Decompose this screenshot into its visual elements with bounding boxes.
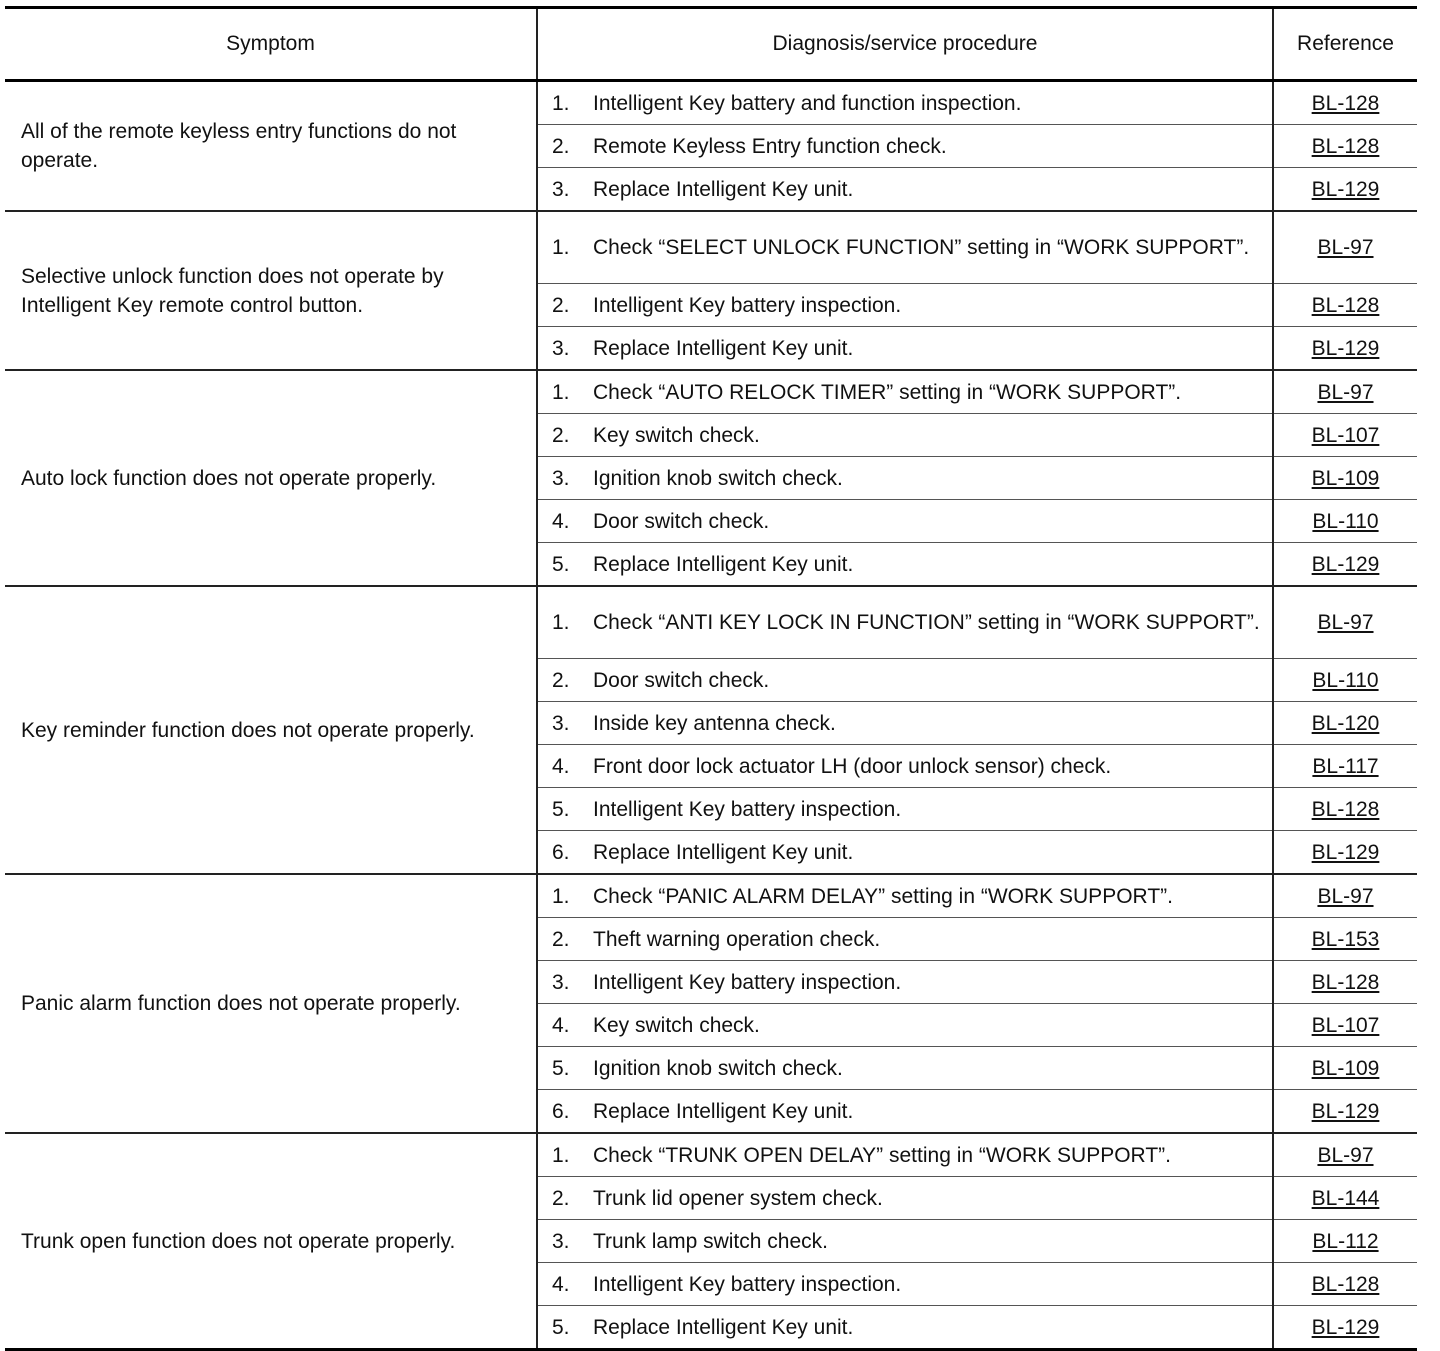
reference-link[interactable]: BL-109 [1311,466,1380,490]
reference-link[interactable]: BL-128 [1311,293,1380,317]
table-header-row [5,8,1417,81]
reference-link[interactable]: BL-109 [1311,1056,1380,1080]
reference-link[interactable]: BL-97 [1317,236,1374,259]
symptom-diagnosis-table [5,6,1417,1351]
step-text: Intelligent Key battery inspection. [593,284,1273,327]
reference-cell [1273,874,1417,918]
step-number: 6. [537,1090,593,1134]
reference-link[interactable]: BL-129 [1311,1315,1380,1339]
reference-link[interactable]: BL-129 [1311,1099,1380,1123]
reference-cell [1273,125,1417,168]
symptom-cell: Auto lock function does not operate properly. [5,370,537,586]
step-number: 2. [537,1177,593,1220]
reference-cell [1273,327,1417,371]
step-text: Door switch check. [593,500,1273,543]
symptom-cell: All of the remote keyless entry functions do not operate. [5,81,537,212]
reference-cell [1273,1177,1417,1220]
step-number: 4. [537,1263,593,1306]
step-text: Intelligent Key battery inspection. [593,1263,1273,1306]
step-number: 3. [537,168,593,212]
step-number: 4. [537,1004,593,1047]
reference-cell [1273,1133,1417,1177]
step-number: 6. [537,831,593,875]
reference-link[interactable]: BL-129 [1311,336,1380,360]
step-number: 5. [537,543,593,587]
step-number: 2. [537,414,593,457]
step-text: Check “AUTO RELOCK TIMER” setting in “WORK SUPPORT”. [593,370,1273,414]
step-text: Remote Keyless Entry function check. [593,125,1273,168]
reference-link[interactable]: BL-117 [1312,754,1379,778]
reference-cell [1273,414,1417,457]
reference-cell [1273,168,1417,212]
step-number: 1. [537,81,593,125]
reference-cell [1273,918,1417,961]
reference-link[interactable]: BL-110 [1312,668,1379,692]
step-text: Check “PANIC ALARM DELAY” setting in “WORK SUPPORT”. [593,874,1273,918]
reference-link[interactable]: BL-97 [1317,611,1374,634]
reference-cell [1273,586,1417,659]
reference-link[interactable]: BL-97 [1317,884,1374,908]
step-number: 1. [537,874,593,918]
step-number: 3. [537,961,593,1004]
reference-link[interactable]: BL-128 [1311,134,1380,158]
step-text: Replace Intelligent Key unit. [593,168,1273,212]
symptom-cell: Key reminder function does not operate properly. [5,586,537,874]
step-number: 3. [537,702,593,745]
reference-column-header: Reference [1273,8,1417,81]
step-number: 3. [537,1220,593,1263]
reference-link[interactable]: BL-153 [1311,927,1380,951]
reference-link[interactable]: BL-120 [1311,711,1380,735]
reference-link[interactable]: BL-128 [1311,797,1380,821]
step-number: 2. [537,918,593,961]
reference-link[interactable]: BL-110 [1312,509,1379,533]
symptom-cell: Trunk open function does not operate properly. [5,1133,537,1350]
reference-cell [1273,1004,1417,1047]
step-text: Replace Intelligent Key unit. [593,327,1273,371]
reference-link[interactable]: BL-107 [1311,423,1380,447]
reference-cell [1273,745,1417,788]
step-text: Check “SELECT UNLOCK FUNCTION” setting in “WORK SUPPORT”. [593,211,1273,284]
step-text: Theft warning operation check. [593,918,1273,961]
reference-link[interactable]: BL-128 [1311,1272,1380,1296]
step-text: Check “TRUNK OPEN DELAY” setting in “WORK SUPPORT”. [593,1133,1273,1177]
step-number: 3. [537,457,593,500]
reference-cell [1273,284,1417,327]
table-row [5,874,1417,918]
step-number: 5. [537,788,593,831]
step-text: Door switch check. [593,659,1273,702]
step-number: 5. [537,1047,593,1090]
step-number: 1. [537,211,593,284]
step-text: Intelligent Key battery and function inspection. [593,91,1022,115]
reference-cell [1273,500,1417,543]
step-text: Trunk lid opener system check. [593,1177,1273,1220]
reference-link[interactable]: BL-129 [1311,177,1380,201]
table-row [5,370,1417,414]
step-number: 1. [537,586,593,659]
step-text: Front door lock actuator LH (door unlock sensor) check. [593,745,1273,788]
step-number: 2. [537,659,593,702]
reference-link[interactable]: BL-107 [1311,1013,1380,1037]
reference-cell [1273,543,1417,587]
reference-link[interactable]: BL-129 [1311,840,1380,864]
step-text: Replace Intelligent Key unit. [593,831,1273,875]
step-number: 5. [537,1306,593,1350]
step-text: Trunk lamp switch check. [593,1220,1273,1263]
reference-cell [1273,1263,1417,1306]
reference-cell [1273,1306,1417,1350]
reference-cell [1273,370,1417,414]
step-number: 2. [537,125,593,168]
step-text: Replace Intelligent Key unit. [593,1306,1273,1350]
step-text: Key switch check. [593,414,1273,457]
step-number: 4. [537,745,593,788]
symptom-column-header: Symptom [5,8,537,81]
step-number: 3. [537,327,593,371]
table-row [5,1133,1417,1177]
reference-link[interactable]: BL-144 [1311,1186,1380,1210]
step-text: Check “ANTI KEY LOCK IN FUNCTION” setting in “WORK SUPPORT”. [593,586,1273,659]
reference-link[interactable]: BL-128 [1311,91,1380,115]
step-number: 4. [537,500,593,543]
step-number: 2. [537,284,593,327]
symptom-cell: Selective unlock function does not operate by Intelligent Key remote control button. [5,211,537,370]
step-text: Intelligent Key battery inspection. [593,961,1273,1004]
step-text: Ignition knob switch check. [593,457,1273,500]
step-number: 1. [537,370,593,414]
step-text: Key switch check. [593,1004,1273,1047]
reference-cell [1273,702,1417,745]
reference-cell [1273,1047,1417,1090]
reference-cell [1273,831,1417,875]
step-text: Inside key antenna check. [593,702,1273,745]
reference-link[interactable]: BL-97 [1317,380,1374,404]
reference-cell [1273,1220,1417,1263]
step-text: Replace Intelligent Key unit. [593,1090,1273,1134]
reference-link[interactable]: BL-97 [1317,1143,1374,1167]
step-text: Ignition knob switch check. [593,1047,1273,1090]
step-text: Replace Intelligent Key unit. [593,543,1273,587]
symptom-cell: Panic alarm function does not operate properly. [5,874,537,1133]
table-row [5,81,1417,125]
reference-cell [1273,457,1417,500]
table-row [5,211,1417,284]
reference-cell [1273,659,1417,702]
table-row [5,586,1417,659]
procedure-column-header: Diagnosis/service procedure [537,8,1273,81]
reference-link[interactable]: BL-112 [1312,1229,1379,1253]
reference-cell [1273,211,1417,284]
reference-link[interactable]: BL-129 [1311,552,1380,576]
step-text: Intelligent Key battery inspection. [593,788,1273,831]
step-number: 1. [537,1133,593,1177]
reference-cell [1273,961,1417,1004]
reference-cell [1273,788,1417,831]
reference-link[interactable]: BL-128 [1311,970,1380,994]
reference-cell [1273,81,1417,125]
reference-cell [1273,1090,1417,1134]
